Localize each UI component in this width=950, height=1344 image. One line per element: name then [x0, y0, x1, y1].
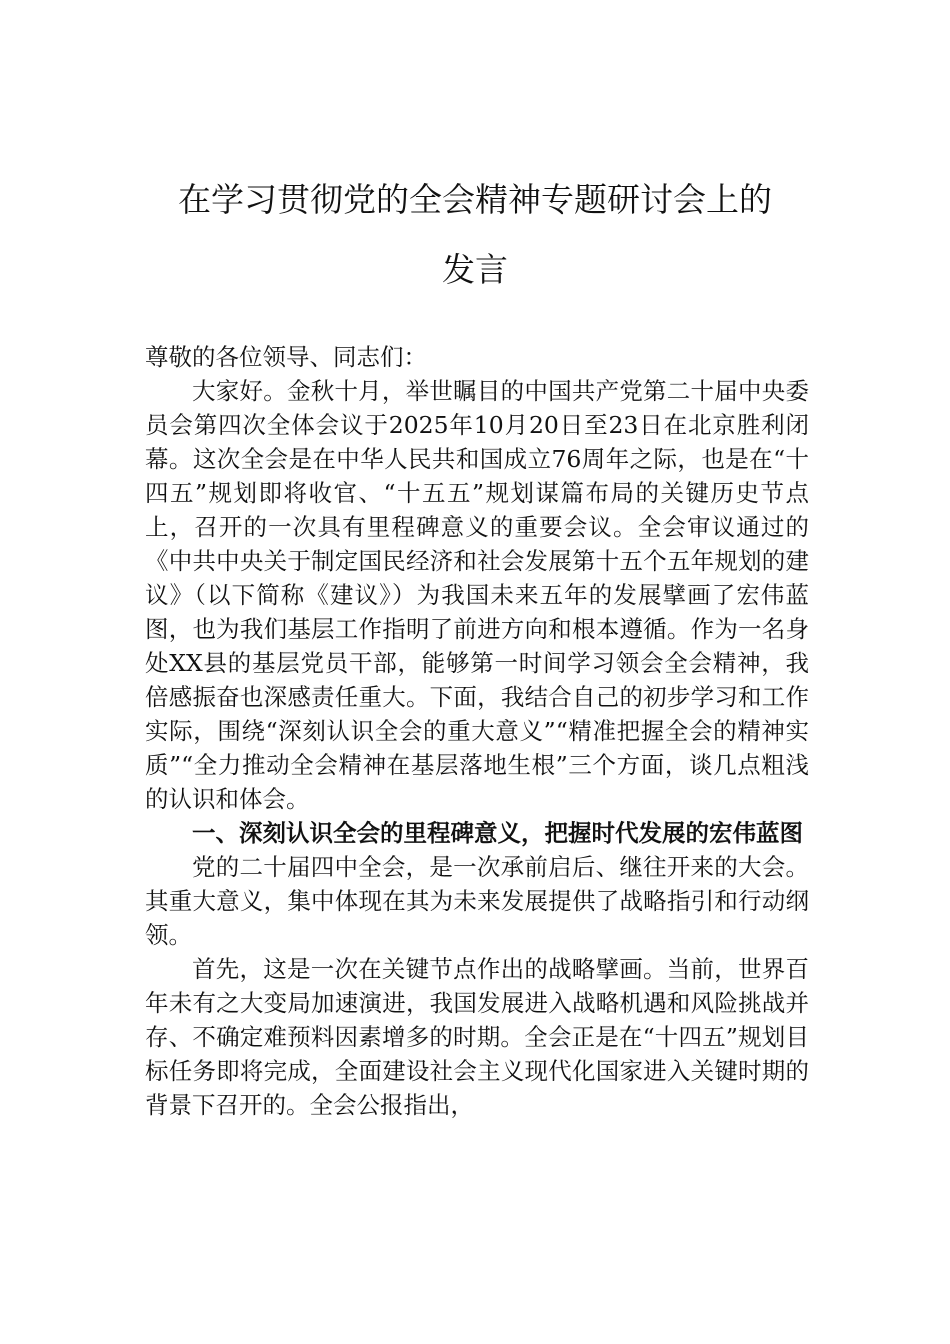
section-1-paragraph-1: 党的二十届四中全会，是一次承前启后、继往开来的大会。其重大意义，集中体现在其为未来发展提供了战略指引和行动纲领。 [145, 853, 809, 949]
salutation: 尊敬的各位领导、同志们： [145, 343, 427, 371]
document-body [145, 340, 809, 1122]
section-1-heading: 一、深刻认识全会的里程碑意义，把握时代发展的宏伟蓝图 [192, 819, 803, 847]
document-title-line-2: 发言 [442, 250, 508, 289]
section-1-paragraph-2: 首先，这是一次在关键节点作出的战略擘画。当前，世界百年未有之大变局加速演进，我国发展进入战略机遇和风险挑战并存、不确定难预料因素增多的时期。全会正是在“十四五”规划目标任务即将完成，全面建设社会主义现代化国家进入关键时期的背景下召开的。全会公报指出， [145, 955, 809, 1119]
intro-paragraph: 大家好。金秋十月，举世瞩目的中国共产党第二十届中央委员会第四次全体会议于2025年10月20日至23日在北京胜利闭幕。这次全会是在中华人民共和国成立76周年之际，也是在“十四五”规划即将收官、“十五五”规划谋篇布局的关键历史节点上，召开的一次具有里程碑意义的重要会议。全会审议通过的《中共中央关于制定国民经济和社会发展第十五个五年规划的建议》（以下简称《建议》）为我国未来五年的发展擘画了宏伟蓝图，也为我们基层工作指明了前进方向和根本遵循。作为一名身处XX县的基层党员干部，能够第一时间学习领会全会精神，我倍感振奋也深感责任重大。下面，我结合自己的初步学习和工作实际，围绕“深刻认识全会的重大意义”“精准把握全会的精神实质”“全力推动全会精神在基层落地生根”三个方面，谈几点粗浅的认识和体会。 [145, 377, 809, 813]
document-title-line-1: 在学习贯彻党的全会精神专题研讨会上的 [178, 180, 772, 219]
